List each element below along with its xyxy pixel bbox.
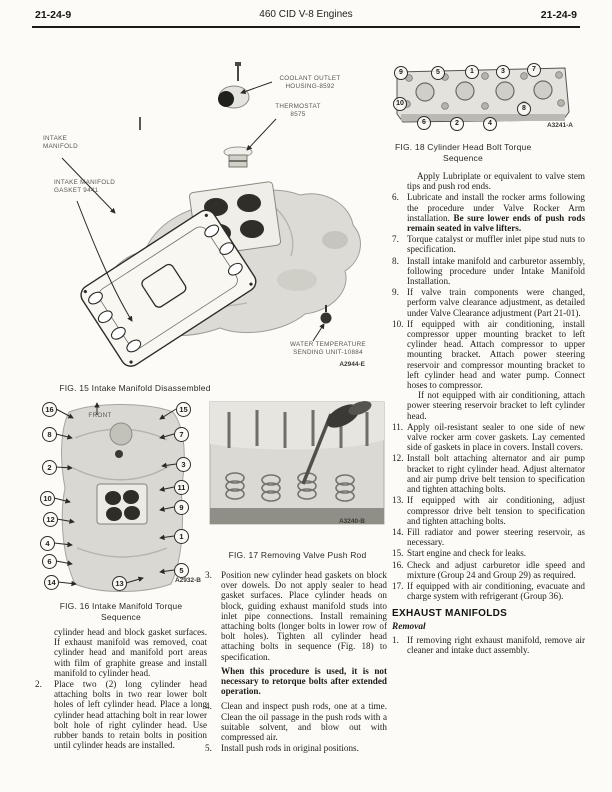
header-rule: [32, 26, 580, 28]
torque-number-badge: 11: [174, 480, 189, 495]
figure-17: [205, 400, 390, 568]
list-item: [392, 422, 585, 453]
list-item-number: [392, 171, 407, 191]
figure-16-caption: FIG. 16 Intake Manifold Torque: [59, 601, 183, 611]
label-intake-manifold: [43, 135, 89, 150]
list-item-text: Fill radiator and power steering reservoir, as necessary.: [407, 526, 585, 548]
list-item-number: 17.: [392, 580, 404, 591]
list-item: [392, 192, 585, 233]
removing-valve-push-rod-photo: [205, 400, 390, 532]
torque-number-badge: 6: [42, 554, 57, 569]
list-item-number: 13.: [392, 495, 404, 506]
torque-number-badge: 15: [176, 402, 191, 417]
removal-steps-list: [392, 635, 585, 655]
list-item-number: 12.: [392, 453, 404, 464]
list-item: [392, 548, 585, 558]
header-page-number-left: 21-24-9: [35, 9, 72, 21]
list-item-text: cylinder head and block gasket surfaces. If exhaust manifold was removed, coat cylinder head and manifold port areas with film of graphite grease and install manifold to cylinder head.: [54, 627, 207, 678]
torque-number-badge: 16: [42, 402, 57, 417]
list-item-number: 14.: [392, 526, 404, 537]
figure-15: [35, 55, 390, 400]
label-line: THERMOSTAT: [275, 103, 321, 110]
list-item-number: 7.: [392, 234, 399, 245]
label-line: INTAKE: [43, 135, 68, 142]
list-item-number: 9.: [392, 287, 399, 298]
list-item: [205, 570, 387, 700]
list-item-text: Start engine and check for leaks.: [407, 548, 527, 559]
list-item: [392, 560, 585, 580]
list-item: [392, 234, 585, 254]
torque-number-badge: 9: [394, 66, 408, 80]
list-item-number: 11.: [392, 421, 404, 432]
label-line: 8575: [290, 110, 306, 118]
list-item-text: Clean and inspect push rods, one at a time. Clean the oil passage in the push rods with a suitable solvent, and blow out with compressed air.: [221, 701, 387, 743]
figure-17-code: A3240-B: [338, 518, 365, 525]
figure-18-code: A3241-A: [546, 122, 573, 129]
list-item-number: 16.: [392, 559, 404, 570]
list-item: [392, 453, 585, 494]
list-item-text: If equipped with air conditioning, install compressor upper mounting bracket to left cylinder head. Attach compressor to upper mounting bracket. Attach power steering reservoir and compressor mounting bracket to left cylinder head and water pump. Connect hoses to compressor. If not equipped with air conditioning, attach power steering reservoir bracket to left cylinder head.: [407, 318, 585, 421]
list-item-text: Torque catalyst or muffler inlet pipe stud nuts to specification.: [407, 234, 585, 255]
list-item-text: Apply oil-resistant sealer to one side of new valve rocker arm cover gaskets. Lay cemented side of gaskets in place in covers. Install covers.: [407, 421, 585, 453]
list-item: [392, 287, 585, 318]
figure-15-code: A2944-E: [339, 361, 365, 368]
torque-number-badge: 9: [174, 500, 189, 515]
list-item-number: 4.: [205, 701, 212, 712]
list-item-text: Check and adjust carburetor idle speed and mixture (Group 24 and Group 29) as required.: [407, 559, 585, 580]
list-item-number: 8.: [392, 255, 399, 266]
left-text-column: [35, 627, 207, 751]
torque-number-badge: 6: [417, 116, 431, 130]
installation-steps-list: [392, 171, 585, 601]
list-item-number: [35, 627, 54, 678]
figure-16: [35, 398, 207, 630]
list-item: [35, 679, 207, 750]
torque-number-badge: 12: [43, 512, 58, 527]
figure-18: [393, 58, 585, 170]
label-intake-manifold-gasket: [54, 179, 144, 194]
torque-number-badge: 4: [483, 117, 497, 131]
torque-number-badge: 14: [44, 575, 59, 590]
header-title: 460 CID V-8 Engines: [259, 9, 353, 20]
label-line: HOUSING-8592: [285, 82, 335, 90]
list-item-text: If equipped with air conditioning, adjust compressor drive belt tension to specification and tighten attaching bolts.: [407, 495, 585, 526]
list-item-number: 5.: [205, 743, 212, 754]
torque-number-badge: 8: [42, 427, 57, 442]
list-item-text: Position new cylinder head gaskets on block over dowels. Do not apply sealer to head gasket surfaces. Place cylinder heads on block, guiding exhaust manifold studs into inlet pipe connections. Install remaining attaching bolts (longer bolts in lower row of bolt holes). Tighten all cylinder head attaching bolts in sequence (Fig. 18) to specification. When this procedure is used, it is not necessary to retorque bolts after extended operation.: [221, 570, 387, 697]
label-line: MANIFOLD: [43, 142, 78, 150]
list-item-text: Install intake manifold and carburetor assembly, following procedure under Intake Manifold Installation.: [407, 255, 585, 287]
list-item: [392, 171, 585, 191]
torque-number-badge: 5: [174, 563, 189, 578]
label-front: FRONT: [88, 412, 112, 419]
torque-number-badge: 1: [174, 529, 189, 544]
continuation-paragraph: If not equipped with air conditioning, attach power steering reservoir bracket to left cylinder head.: [407, 390, 585, 421]
torque-number-badge: 1: [465, 65, 479, 79]
torque-number-badge: 13: [112, 576, 127, 591]
list-item-text: If valve train components were changed, perform valve clearance adjustment, as detailed under Valve Clearance adjustment (Part 21-01).: [407, 287, 585, 318]
label-coolant-outlet-housing: [267, 75, 353, 90]
list-item-number: 3.: [205, 570, 212, 580]
torque-number-badge: 5: [431, 66, 445, 80]
label-line: GASKET 9441: [54, 186, 99, 194]
list-item-text: Install push rods in original positions.: [221, 743, 359, 754]
list-item-text: If removing right exhaust manifold, remove air cleaner and intake duct assembly.: [407, 634, 585, 655]
label-line: SENDING UNIT-10884: [293, 348, 363, 356]
list-item: [205, 743, 387, 753]
figure-18-caption: FIG. 18 Cylinder Head Bolt Torque: [395, 142, 532, 152]
list-item-text: Place two (2) long cylinder head attaching bolts in two rear lower bolt holes of left cylinder head. Place a long cylinder head attaching bolt in rear lower bolt hole of right cylinder head. Use rubber bands to retain bolts in position until cylinder heads are installed.: [54, 679, 207, 751]
list-item-text: If equipped with air conditioning, evacuate and charge system with refrigerant (Group 36).: [407, 580, 585, 602]
list-item: [392, 319, 585, 421]
label-line: INTAKE MANIFOLD: [54, 179, 116, 186]
torque-number-badge: 7: [174, 427, 189, 442]
list-item-number: 2.: [35, 679, 42, 690]
list-item-number: 10.: [392, 318, 404, 329]
figure-17-caption: FIG. 17 Removing Valve Push Rod: [228, 550, 367, 560]
label-line: WATER TEMPERATURE: [290, 341, 366, 348]
torque-number-badge: 10: [40, 491, 55, 506]
torque-number-badge: 7: [527, 63, 541, 77]
figure-16-caption-line2: Sequence: [101, 612, 141, 622]
list-item: [392, 581, 585, 601]
figure-16-code: A2932-B: [174, 577, 201, 584]
list-item: [392, 495, 585, 526]
figure-15-caption: FIG. 15 Intake Manifold Disassembled: [59, 383, 211, 393]
middle-text-column: [205, 570, 387, 754]
torque-number-badge: 4: [40, 536, 55, 551]
list-item-text: Install bolt attaching alternator and air pump bracket to right cylinder head. Adjust alternator and air pump drive belt tension to specification and tighten attaching bolts.: [407, 453, 585, 495]
torque-number-badge: 2: [450, 117, 464, 131]
label-water-temp-sending-unit: [278, 341, 378, 356]
torque-number-badge: 3: [496, 65, 510, 79]
bold-note-paragraph: When this procedure is used, it is not necessary to retorque bolts after extended operation.: [221, 665, 387, 697]
label-line: COOLANT OUTLET: [279, 75, 341, 82]
intake-manifold-disassembled-photo: [35, 55, 390, 383]
removal-subheading: Removal: [392, 622, 426, 633]
figure-18-caption-line2: Sequence: [443, 153, 483, 163]
list-item-number: 1.: [392, 634, 399, 645]
list-item: [392, 527, 585, 547]
list-item: [392, 256, 585, 287]
torque-number-badge: 8: [517, 102, 531, 116]
right-text-column: [392, 171, 585, 656]
list-item-number: 6.: [392, 192, 399, 203]
list-item: [35, 627, 207, 678]
torque-number-badge: 3: [176, 457, 191, 472]
torque-number-badge: 2: [42, 460, 57, 475]
list-item-number: 15.: [392, 548, 404, 559]
label-thermostat: [265, 103, 331, 118]
exhaust-manifolds-heading: EXHAUST MANIFOLDS: [392, 608, 508, 620]
list-item: [392, 635, 585, 655]
list-item-text: Lubricate and install the rocker arms following the procedure under Valve Rocker Arm installation. Be sure lower ends of push rods remain seated in valve lifters.: [407, 192, 585, 234]
header-page-number-right: 21-24-9: [540, 9, 577, 21]
list-item-text: Apply Lubriplate or equivalent to valve stem tips and push rod ends.: [407, 171, 585, 192]
torque-number-badge: 10: [393, 97, 407, 111]
list-item: [205, 701, 387, 742]
